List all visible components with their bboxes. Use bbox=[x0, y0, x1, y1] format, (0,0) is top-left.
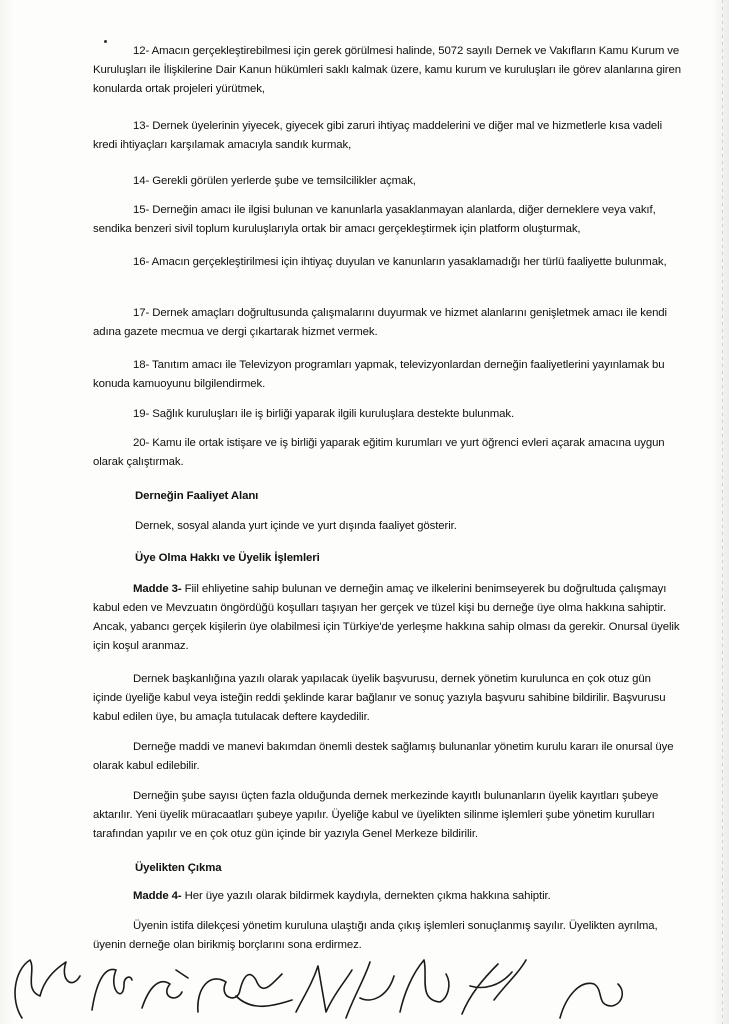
signature-1 bbox=[15, 960, 80, 1018]
item-14: 14- Gerekli görülen yerlerde şube ve temsilcilikler açmak, bbox=[133, 175, 416, 187]
item-13: 13- Dernek üyelerinin yiyecek, giyecek gibi zaruri ihtiyaç maddelerini ve diğer mal ve hizmetlerle kısa vadeli kredi ihtiyaçları karşılamak amacıyla sandık kurmak, bbox=[93, 120, 663, 151]
signature-8 bbox=[462, 960, 526, 1014]
section-heading-faaliyet: Derneğin Faaliyet Alanı bbox=[135, 490, 259, 502]
signature-3 bbox=[142, 970, 188, 1008]
section-heading-uyelik: Üye Olma Hakkı ve Üyelik İşlemleri bbox=[135, 552, 320, 564]
scan-edge bbox=[722, 0, 723, 1024]
madde-4-text: Her üye yazılı olarak bildirmek kaydıyla, dernekten çıkma hakkına sahiptir. bbox=[181, 890, 551, 902]
signatures bbox=[0, 900, 729, 1024]
madde-4-label: Madde 4- bbox=[133, 890, 182, 902]
item-15: 15- Derneğin amacı ile ilgisi bulunan ve kanunlarla yasaklanmayan alanlarda, diğer derneklere veya vakıf, sendika benzeri sivil toplum kuruluşlarıyla ortak bir amacı gerçekleştirmek için platform oluşturmak, bbox=[93, 204, 656, 235]
madde-3-paragraph bbox=[93, 580, 683, 656]
item-17: 17- Dernek amaçları doğrultusunda çalışmalarını duyurmak ve hizmet alanlarını genişletmek amacı ile kendi adına gazete mecmua ve dergi çıkartarak hizmet vermek. bbox=[93, 307, 667, 338]
section-heading-cikma: Üyelikten Çıkma bbox=[135, 862, 222, 874]
madde-3-text: Fiil ehliyetine sahip bulunan ve derneğin amaç ve ilkelerini benimseyerek bu doğrultuda çalışmayı kabul eden ve Mevzuatın öngördüğü koşulları taşıyan her gerçek ve tüzel kişi bu derneğe üye olma hakkına sahiptir. Ancak, yabancı gerçek kişilerin üye olabilmesi için Türkiye'de yerleşme hakkına sahip olması da gerekir. Onursal üyelik için koşul aranmaz. bbox=[93, 583, 680, 652]
item-20: 20- Kamu ile ortak istişare ve iş birliği yaparak eğitim kurumları ve yurt öğrenci evleri açarak amacına uygun olarak çalıştırmak. bbox=[93, 437, 665, 468]
signature-6 bbox=[346, 962, 394, 1018]
uyelik-paragraph-3: Derneğe maddi ve manevi bakımdan önemli destek sağlamış bulunanlar yönetim kurulu kararı ile onursal üye olarak kabul edilebilir. bbox=[93, 741, 674, 772]
faaliyet-text: Dernek, sosyal alanda yurt içinde ve yurt dışında faaliyet gösterir. bbox=[135, 520, 457, 532]
item-18: 18- Tanıtım amacı ile Televizyon programları yapmak, televizyonlardan derneğin faaliyetlerini yayınlamak bu konuda kamuoyunu bilgilendirmek. bbox=[93, 359, 665, 390]
uyelik-paragraph-2: Dernek başkanlığına yazılı olarak yapılacak üyelik başvurusu, dernek yönetim kurulunca en çok otuz gün içinde üyeliğe kabul veya isteğin reddi şeklinde karar bağlanır ve sonuç yazıyla başvuru sahibine bildirilir. Başvurusu kabul edilen üye, bu amaçla tutulacak deftere kaydedilir. bbox=[93, 673, 666, 723]
signature-5 bbox=[296, 966, 352, 1012]
item-12: 12- Amacın gerçekleştirebilmesi için gerek görülmesi halinde, 5072 sayılı Dernek ve Vakıfların Kamu Kurum ve Kuruluşları ile İlişkilerine Dair Kanun hükümleri saklı kalmak üzere, kamu kurum ve kuruluşları ile görev alanlarına giren konularda ortak projeleri yürütmek, bbox=[93, 45, 681, 95]
signature-7 bbox=[400, 960, 449, 1012]
madde-3-label: Madde 3- bbox=[133, 583, 182, 595]
signature-9 bbox=[560, 983, 622, 1018]
item-19: 19- Sağlık kuruluşları ile iş birliği yaparak ilgili kuruluşlara destekte bulunmak. bbox=[133, 408, 515, 420]
signature-4 bbox=[198, 974, 292, 1012]
item-16: 16- Amacın gerçekleştirilmesi için ihtiyaç duyulan ve kanunların yasaklamadığı her türlü faaliyette bulunmak, bbox=[133, 256, 667, 268]
uyelik-paragraph-4: Derneğin şube sayısı üçten fazla olduğunda dernek merkezinde kayıtlı bulunanların üyelik kayıtları şubeye aktarılır. Yeni üyelik müracaatları şubeye yapılır. Üyeliğe kabul ve üyelikten silinme işlemleri şube yönetim kurulları tarafından yapılır ve en çok otuz gün içinde bir yazıyla Genel Merkeze bildirilir. bbox=[93, 790, 659, 840]
cikma-paragraph-2: Üyenin istifa dilekçesi yönetim kuruluna ulaştığı anda çıkış işlemleri sonuçlanmış sayılır. Üyelikten ayrılma, üyenin derneğe olan birikmiş borçlarını sona erdirmez. bbox=[93, 920, 658, 951]
signature-2 bbox=[92, 969, 132, 1010]
